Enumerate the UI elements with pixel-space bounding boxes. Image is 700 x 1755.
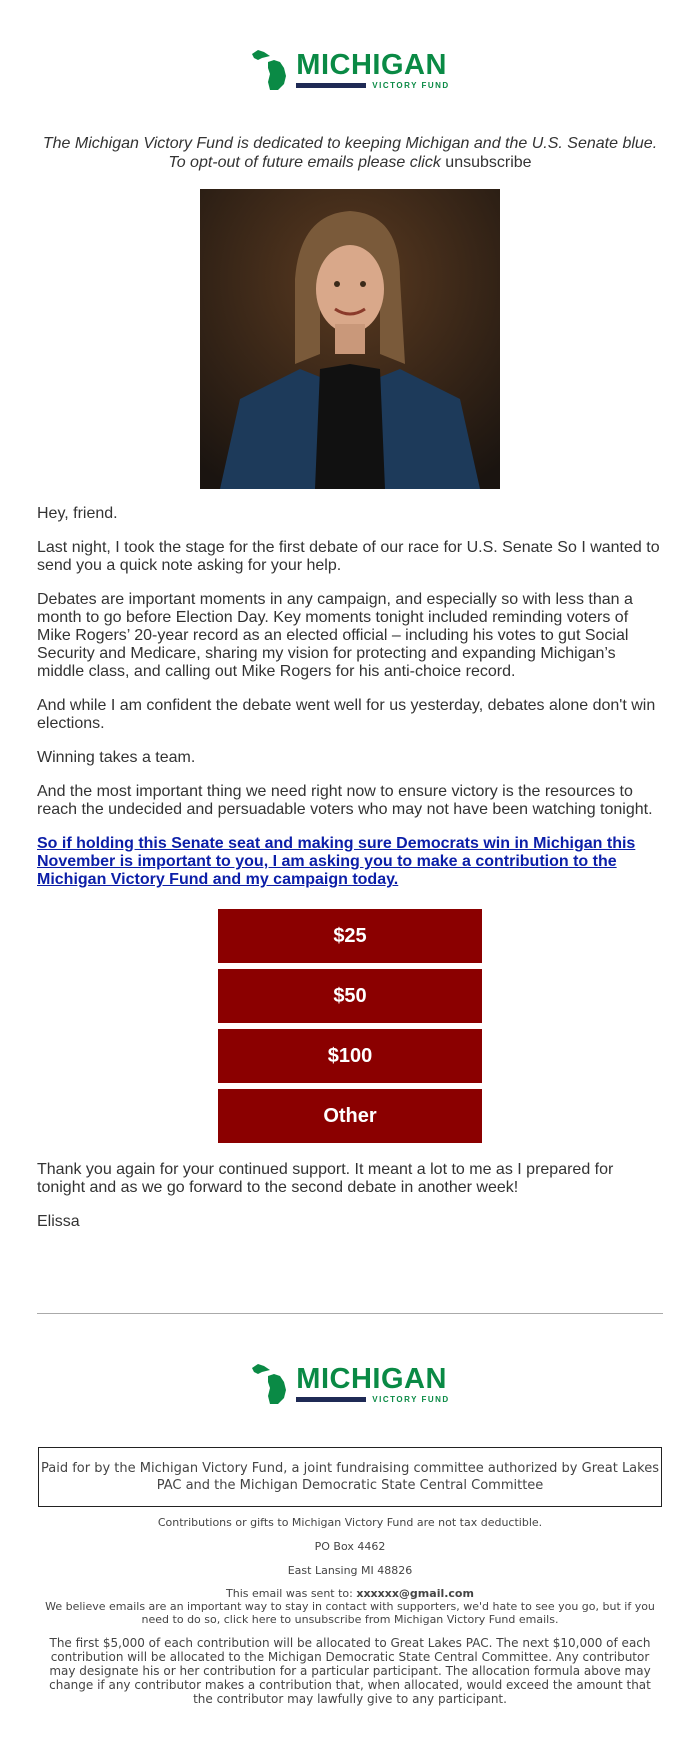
allocation-disclaimer: The first $5,000 of each contribution will be allocated to Great Lakes PAC. The next $10,000 of each contribution will be allocated to the Michigan Democratic State Central Committee. Any contributor may designate his or her contribution for a particular participant. The allocation formula above may change if any contributor makes a contribution that, when allocated, would exceed the amount that the contributor may lawfully give to any participant. — [49, 1636, 651, 1706]
city-address: East Lansing MI 48826 — [287, 1564, 413, 1577]
po-box: PO Box 4462 — [314, 1540, 386, 1553]
footer-info — [0, 1516, 700, 1706]
email-body — [0, 505, 700, 889]
paid-for-disclaimer: Paid for by the Michigan Victory Fund, a joint fundraising committee authorized by Great Lakes PAC and the Michigan Democratic State Central Committee — [38, 1447, 662, 1507]
footer-logo-underline — [296, 1397, 366, 1402]
footer-logo-subtitle: VICTORY FUND — [372, 1395, 450, 1404]
footer-logo-wordmark: MICHIGAN — [296, 1363, 447, 1395]
recipient-email: xxxxxx@gmail.com — [356, 1587, 474, 1600]
contribute-cta-link[interactable]: So if holding this Senate seat and making sure Democrats win in Michigan this November is important to you, I am asking you to make a contribution to the Michigan Victory Fund and my campaign today. — [37, 835, 636, 888]
candidate-photo — [200, 189, 500, 489]
donate-50-button[interactable]: $50 — [218, 969, 482, 1023]
logo-subtitle: VICTORY FUND — [372, 81, 450, 90]
paragraph-1: Last night, I took the stage for the first debate of our race for U.S. Senate So I wanted to send you a quick note asking for your help. — [37, 539, 660, 574]
sent-to-line: This email was sent to: xxxxxx@gmail.com — [226, 1587, 474, 1600]
logo-wordmark: MICHIGAN — [296, 49, 447, 81]
intro-line-2: To opt-out of future emails please click unsubscribe — [168, 154, 532, 171]
michigan-map-icon — [250, 48, 290, 92]
thanks-paragraph: Thank you again for your continued support. It meant a lot to me as I prepared for tonight and as we go forward to the second debate in another week! — [37, 1161, 614, 1196]
signature: Elissa — [37, 1213, 80, 1230]
donate-25-button[interactable]: $25 — [218, 909, 482, 963]
logo-underline — [296, 83, 366, 88]
paragraph-4: Winning takes a team. — [37, 749, 196, 766]
unsubscribe-footer-link[interactable]: We believe emails are an important way to stay in contact with supporters, we'd hate to see you go, but if you need to do so, click here to unsubscribe from Michigan Victory Fund emails. — [45, 1600, 655, 1626]
donate-other-button[interactable]: Other — [218, 1089, 482, 1143]
greeting: Hey, friend. — [37, 505, 118, 522]
paragraph-3: And while I am confident the debate went well for us yesterday, debates alone don't win elections. — [37, 697, 656, 732]
unsubscribe-link[interactable]: unsubscribe — [445, 154, 532, 171]
intro-text — [0, 134, 700, 172]
paragraph-2: Debates are important moments in any campaign, and especially so with less than a month to go before Election Day. Key moments tonight included reminding voters of Mike Rogers’ 20-year record as an elected official – including his votes to gut Social Security and Medicare, sharing my vision for protecting and expanding Michigan’s middle class, and calling out Mike Rogers for his anti-choice record. — [37, 591, 633, 680]
donation-buttons — [0, 909, 700, 1143]
intro-line-1: The Michigan Victory Fund is dedicated to keeping Michigan and the U.S. Senate blue. — [42, 135, 658, 152]
michigan-map-icon — [250, 1362, 290, 1406]
tax-note: Contributions or gifts to Michigan Victory Fund are not tax deductible. — [157, 1516, 543, 1529]
portrait-illustration — [200, 189, 500, 489]
footer-logo[interactable] — [0, 1362, 700, 1406]
donate-100-button[interactable]: $100 — [218, 1029, 482, 1083]
paragraph-5: And the most important thing we need right now to ensure victory is the resources to reach the undecided and persuadable voters who may not have been watching tonight. — [37, 783, 653, 818]
header-logo[interactable] — [0, 48, 700, 92]
closing-text — [0, 1161, 700, 1231]
